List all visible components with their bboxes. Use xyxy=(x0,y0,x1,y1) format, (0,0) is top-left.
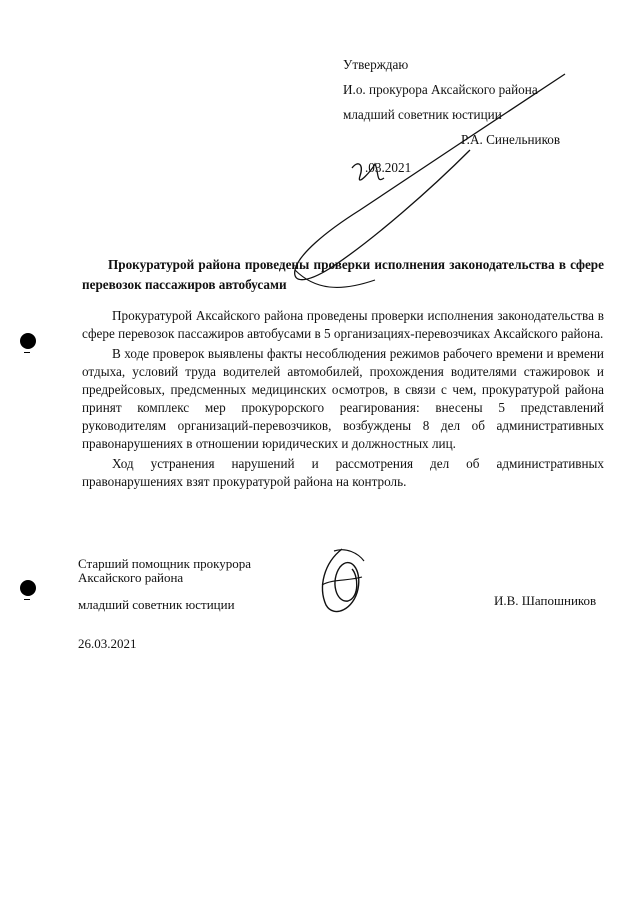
document-heading: Прокуратурой района проведены проверки исполнения законодательства в сфере перевозок пассажиров автобусами xyxy=(82,257,604,292)
approval-label: Утверждаю xyxy=(343,57,409,72)
document-body xyxy=(82,307,604,491)
signer-rank: младший советник юстиции xyxy=(78,597,235,612)
approval-date: .03.2021 xyxy=(365,160,412,175)
approver-position: И.о. прокурора Аксайского района xyxy=(343,82,538,97)
paragraph-3: Ход устранения нарушений и рассмотрения дел об административных правонарушениях взят прокуратурой района на контроль. xyxy=(82,456,604,489)
punch-mark-bottom xyxy=(24,599,30,600)
punch-mark-top xyxy=(24,352,30,353)
signer-title xyxy=(78,557,251,585)
signer-signature xyxy=(312,545,372,617)
approver-name: Р.А. Синельников xyxy=(461,132,561,147)
signature-date: 26.03.2021 xyxy=(78,636,137,651)
signer-name: И.В. Шапошников xyxy=(494,593,597,608)
punch-hole-top xyxy=(20,333,36,349)
approver-rank: младший советник юстиции xyxy=(343,107,502,122)
paragraph-2: В ходе проверок выявлены факты несоблюдения режимов рабочего времени и времени отдыха, условий труда водителей автомобилей, прохождения водителями стажировок и предрейсовых, предсменных медицинских осмотров, в связи с чем, прокуратурой района принят комплекс мер прокурорского реагирования: внесены 5 представлений руководителям организаций-перевозчиков, возбуждены 8 дел об административных правонарушениях в отношении юридических и должностных лиц. xyxy=(82,346,604,451)
paragraph-1: Прокуратурой Аксайского района проведены проверки исполнения законодательства в сфере перевозок пассажиров автобусами в 5 организациях-перевозчиках Аксайского района. xyxy=(82,308,604,341)
signer-title-line-1: Старший помощник прокурора xyxy=(78,556,252,571)
punch-hole-bottom xyxy=(20,580,36,596)
signer-title-line-2: Аксайского района xyxy=(78,570,184,585)
